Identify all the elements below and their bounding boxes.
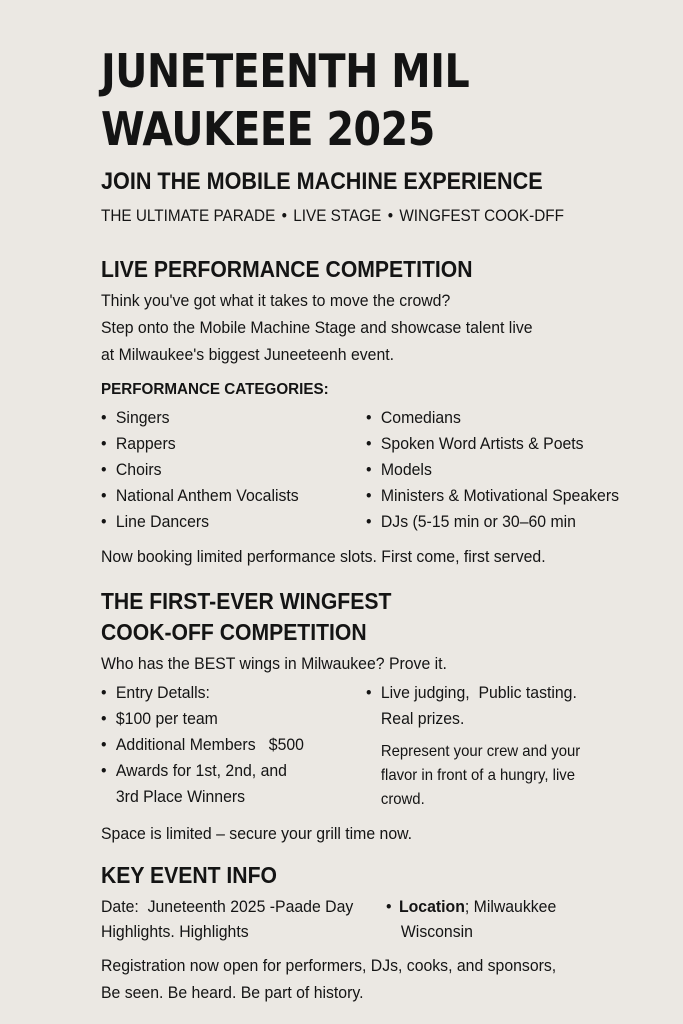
category-item: • Singers xyxy=(101,405,299,431)
date-value: Juneteenth 2025 -Paade Day xyxy=(147,897,354,916)
entry-detail-item: • Additional Members $500 xyxy=(101,732,304,758)
judging-line: • Live judging, Public tasting. xyxy=(380,683,577,702)
category-item: • Models xyxy=(366,457,619,483)
tagline-live-stage: LIVE STAGE xyxy=(293,206,382,225)
category-item: • Line Dancers xyxy=(101,509,299,535)
date-line: Date: Juneteenth 2025 -Paade Day xyxy=(101,897,354,916)
wingfest-heading xyxy=(101,586,391,648)
awards-line: 3rd Place Winners xyxy=(115,787,246,806)
title-line-1: JUNETEENTH MIL xyxy=(101,44,470,98)
date-info xyxy=(101,894,353,944)
awards-line: • Awards for 1st, 2nd, and xyxy=(115,761,287,780)
key-info-heading: KEY EVENT INFO xyxy=(101,862,277,888)
categories-heading: PERFORMANCE CATEGORIES: xyxy=(101,381,329,398)
judging-item xyxy=(366,680,580,732)
tagline-separator: • xyxy=(387,206,394,225)
space-note: Space is limited – secure your grill time now. xyxy=(101,824,413,843)
tagline-separator: • xyxy=(281,206,287,225)
categories-right-list xyxy=(366,405,619,535)
categories-left-list xyxy=(101,405,299,535)
location-label: Location xyxy=(398,897,465,916)
wingfest-note-line: flavor in front of a hungry, live xyxy=(380,767,575,784)
registration-note xyxy=(101,952,556,1006)
tagline-wingfest: WINGFEST COOK-DFF xyxy=(399,206,564,225)
awards-item xyxy=(101,758,304,810)
registration-line: Registration now open for performers, DJs, cooks, and sponsors, xyxy=(101,956,557,975)
date-line-2: Highlights. Highlights xyxy=(101,922,249,941)
performance-heading: LIVE PERFORMANCE COMPETITION xyxy=(101,256,473,282)
performance-intro-line: Step onto the Mobile Machine Stage and showcase talent live xyxy=(101,318,533,337)
entry-detail-item: • Entry Detalls: xyxy=(101,680,304,706)
category-item: • National Anthem Vocalists xyxy=(101,483,299,509)
booking-note: Now booking limited performance slots. First come, first served. xyxy=(101,547,546,566)
wingfest-note xyxy=(366,740,580,812)
registration-line: Be seen. Be heard. Be part of history. xyxy=(101,983,364,1002)
location-line-2: Wisconsin xyxy=(400,922,473,941)
entry-detail-item: • $100 per team xyxy=(101,706,304,732)
category-item: • DJs (5-15 min or 30–60 min xyxy=(366,509,619,535)
category-item: • Ministers & Motivational Speakers xyxy=(366,483,619,509)
performance-intro-line: at Milwaukee's biggest Juneeteenh event. xyxy=(101,345,395,364)
date-label: Date xyxy=(101,897,135,916)
location-info xyxy=(386,894,556,944)
wingfest-heading-line: THE FIRST-EVER WINGFEST xyxy=(101,588,392,614)
wingfest-heading-line: COOK-OFF COMPETITION xyxy=(101,619,367,645)
title-line-2: WAUKEEE 2025 xyxy=(101,102,435,156)
category-item: • Comedians xyxy=(366,405,619,431)
wingfest-right-list xyxy=(366,680,580,812)
performance-intro-line: Think you've got what it takes to move the crowd? xyxy=(101,291,451,310)
wingfest-intro: Who has the BEST wings in Milwaukee? Prove it. xyxy=(101,654,447,673)
wingfest-left-list xyxy=(101,680,304,810)
wingfest-note-line: crowd. xyxy=(380,791,425,808)
category-item: • Choirs xyxy=(101,457,299,483)
judging-line: Real prizes. xyxy=(380,709,465,728)
category-item: • Rappers xyxy=(101,431,299,457)
tagline-parade: THE ULTIMATE PARADE xyxy=(101,206,276,225)
flyer-tagline xyxy=(101,206,564,226)
wingfest-note-line: Represent your crew and your xyxy=(380,743,581,760)
flyer-title xyxy=(101,42,469,158)
location-value: Milwaukkee xyxy=(473,897,557,916)
category-item: • Spoken Word Artists & Poets xyxy=(366,431,619,457)
location-line: • Location; Milwaukkee xyxy=(386,897,557,916)
flyer-subtitle: JOIN THE MOBILE MACHINE EXPERIENCE xyxy=(101,168,543,195)
performance-intro xyxy=(101,287,533,368)
